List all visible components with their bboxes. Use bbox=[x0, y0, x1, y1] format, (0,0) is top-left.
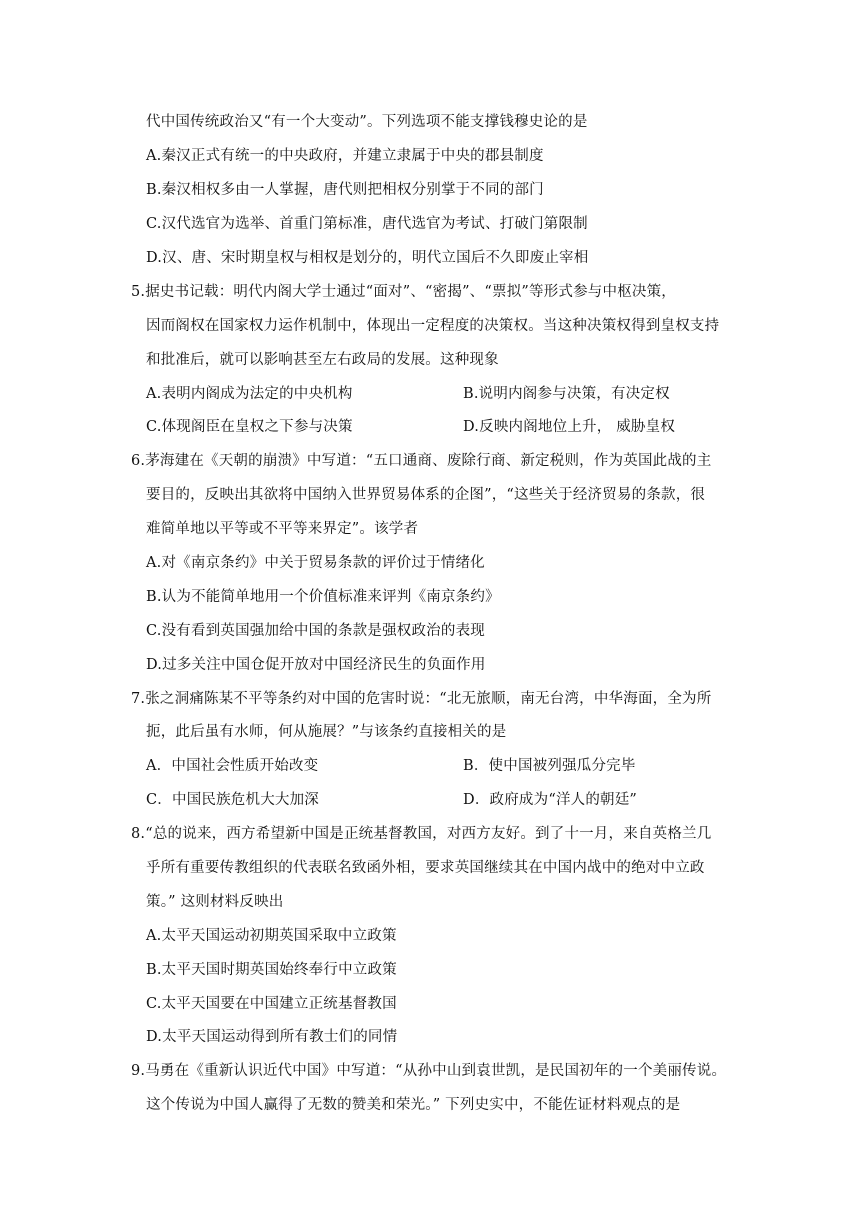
option-b: B.秦汉相权多由一人掌握，唐代则把相权分别掌于不同的部门 bbox=[146, 182, 544, 198]
option-d: D.反映内阁地位上升， 威胁皇权 bbox=[463, 419, 676, 435]
question-6-stem-line: 难简单地以平等或不平等来界定”。该学者 bbox=[146, 521, 419, 537]
option-a: A.秦汉正式有统一的中央政府，并建立隶属于中央的郡县制度 bbox=[146, 148, 544, 164]
option-a: A.表明内阁成为法定的中央机构 bbox=[146, 386, 353, 402]
option-a: A．中国社会性质开始改变 bbox=[146, 758, 319, 774]
option-b: B.说明内阁参与决策，有决定权 bbox=[463, 386, 670, 402]
question-stem-line: 代中国传统政治又“有一个大变动”。下列选项不能支撑钱穆史论的是 bbox=[146, 114, 588, 130]
option-c: C.没有看到英国强加给中国的条款是强权政治的表现 bbox=[146, 623, 485, 639]
option-b: B.太平天国时期英国始终奉行中立政策 bbox=[146, 962, 397, 978]
option-c: C．中国民族危机大大加深 bbox=[146, 792, 319, 808]
question-6-stem: 6.茅海建在《天朝的崩溃》中写道：“五口通商、废除行商、新定税则，作为英国此战的主 bbox=[131, 453, 712, 469]
question-6-stem-line: 要目的，反映出其欲将中国纳入世界贸易体系的企图”，“这些关于经济贸易的条款，很 bbox=[146, 487, 706, 503]
question-9-stem-line: 这个传说为中国人赢得了无数的赞美和荣光。” 下列史实中，不能佐证材料观点的是 bbox=[146, 1097, 681, 1113]
question-7-stem: 7.张之洞痛陈某不平等条约对中国的危害时说：“北无旅顺，南无台湾，中华海面，全为所 bbox=[131, 691, 712, 707]
question-7-stem-line: 扼，此后虽有水师，何从施展？”与该条约直接相关的是 bbox=[146, 724, 507, 740]
question-5-stem: 5.据史书记载：明代内阁大学士通过“面对”、“密揭”、“票拟”等形式参与中枢决策， bbox=[131, 284, 677, 300]
option-b: B．使中国被列强瓜分完毕 bbox=[463, 758, 636, 774]
option-c: C.汉代选官为选举、首重门第标准，唐代选官为考试、打破门第限制 bbox=[146, 216, 588, 232]
option-a: A.太平天国运动初期英国采取中立政策 bbox=[146, 928, 397, 944]
question-5-stem-line: 因而阁权在国家权力运作机制中，体现出一定程度的决策权。当这种决策权得到皇权支持 bbox=[146, 318, 720, 334]
option-d: D.汉、唐、宋时期皇权与相权是划分的，明代立国后不久即废止宰相 bbox=[146, 250, 589, 266]
question-9-stem: 9.马勇在《重新认识近代中国》中写道：“从孙中山到袁世凯，是民国初年的一个美丽传说。 bbox=[131, 1063, 727, 1079]
option-d: D.太平天国运动得到所有教士们的同情 bbox=[146, 1029, 398, 1045]
question-8-stem-line: 乎所有重要传教组织的代表联名致函外相，要求英国继续其在中国内战中的绝对中立政 bbox=[146, 860, 705, 876]
option-d: D．政府成为“洋人的朝廷” bbox=[463, 792, 638, 808]
question-5-stem-line: 和批准后，就可以影响甚至左右政局的发展。这种现象 bbox=[146, 352, 499, 368]
option-b: B.认为不能简单地用一个价值标准来评判《南京条约》 bbox=[146, 589, 500, 605]
option-c: C.太平天国要在中国建立正统基督教国 bbox=[146, 996, 397, 1012]
option-d: D.过多关注中国仓促开放对中国经济民生的负面作用 bbox=[146, 657, 486, 673]
option-c: C.体现阁臣在皇权之下参与决策 bbox=[146, 419, 353, 435]
option-a: A.对《南京条约》中关于贸易条款的评价过于情绪化 bbox=[146, 555, 485, 571]
question-8-stem: 8.“总的说来，西方希望新中国是正统基督教国，对西方友好。到了十一月，来自英格兰几 bbox=[131, 826, 712, 842]
question-8-stem-line: 策。” 这则材料反映出 bbox=[146, 894, 284, 910]
